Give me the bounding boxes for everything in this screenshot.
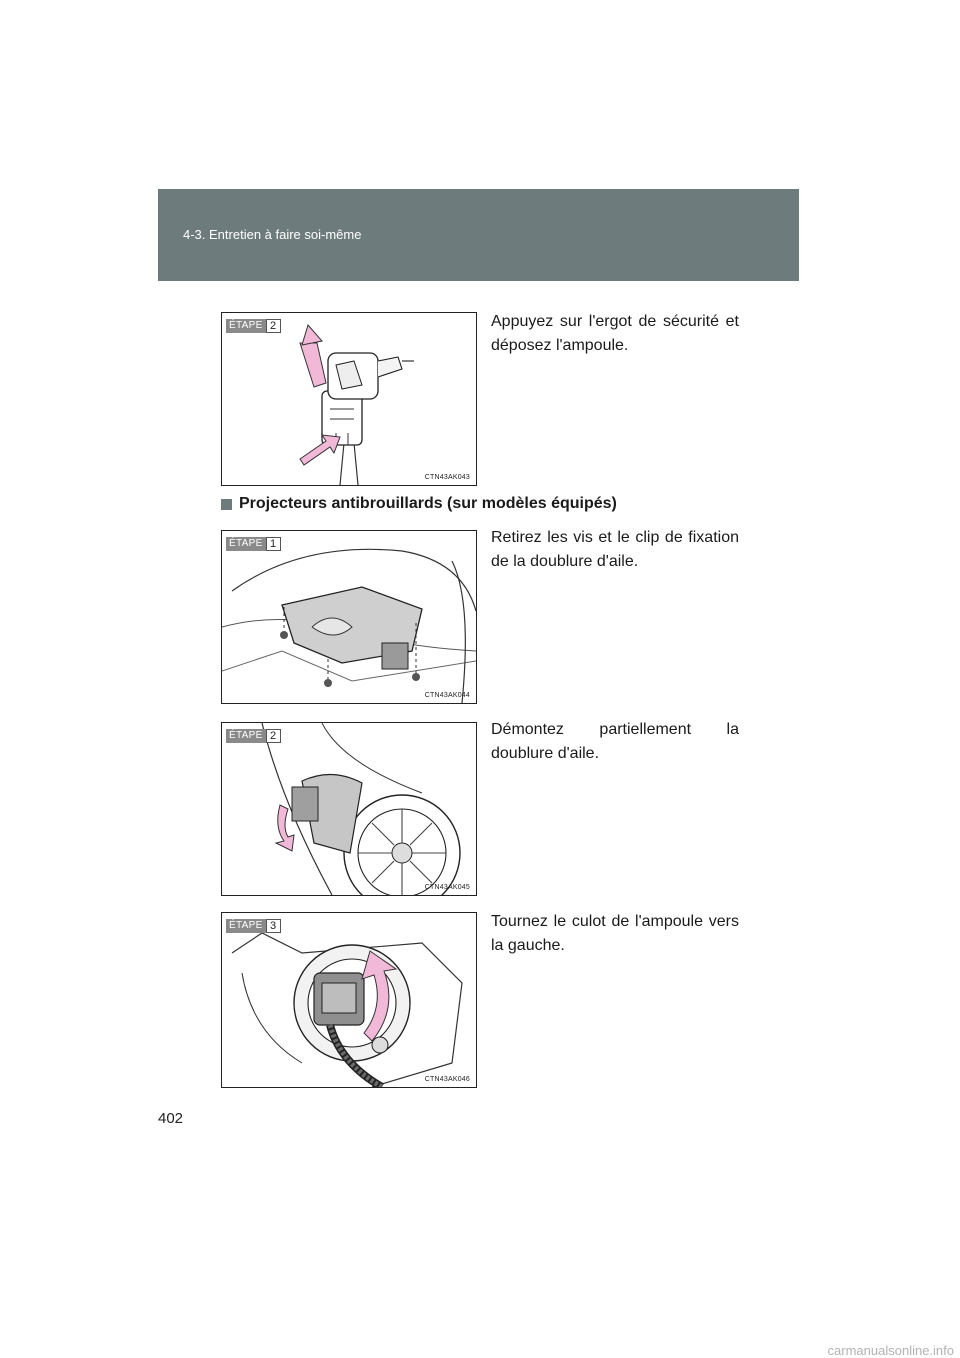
step-number: 2 — [266, 319, 281, 333]
step-label: ÉTAPE — [226, 537, 266, 551]
figure-code: CTN43AK043 — [424, 474, 470, 481]
step-instruction: Retirez les vis et le clip de fixation de la doublure d'aile. — [491, 529, 739, 570]
figure-code: CTN43AK045 — [424, 884, 470, 891]
figure-code: CTN43AK046 — [424, 1076, 470, 1083]
turn-bulb-illustration — [222, 913, 476, 1087]
step-label: ÉTAPE — [226, 919, 266, 933]
step-badge — [226, 919, 281, 933]
section-heading-text: Projecteurs antibrouillards (sur modèles équipés) — [239, 495, 617, 512]
figure-fender-liner-screws — [221, 530, 477, 704]
step-badge — [226, 537, 281, 551]
figure-code: CTN43AK044 — [424, 692, 470, 699]
square-bullet-icon — [221, 499, 232, 510]
figure-fender-liner-removal — [221, 722, 477, 896]
step-label: ÉTAPE — [226, 729, 266, 743]
step-number: 1 — [266, 537, 281, 551]
page-number: 402 — [158, 1110, 184, 1127]
bulb-removal-illustration — [222, 313, 476, 485]
step-badge — [226, 319, 281, 333]
step-badge — [226, 729, 281, 743]
step-label: ÉTAPE — [226, 319, 266, 333]
step-instruction: Tournez le culot de l'ampoule vers la gauche. — [491, 913, 739, 954]
figure-turn-bulb-base — [221, 912, 477, 1088]
step-number: 3 — [266, 919, 281, 933]
section-title: 4-3. Entretien à faire soi-même — [183, 227, 362, 242]
figure-bulb-removal — [221, 312, 477, 486]
fender-liner-illustration — [222, 531, 476, 703]
step-number: 2 — [266, 729, 281, 743]
section-header — [158, 189, 799, 281]
step-instruction: Appuyez sur l'ergot de sécurité et déposez l'ampoule. — [491, 313, 739, 354]
section-heading — [221, 495, 617, 513]
watermark: carmanualsonline.info — [827, 1343, 954, 1358]
step-instruction: Démontez partiellement la doublure d'aile. — [491, 721, 739, 762]
liner-removal-illustration — [222, 723, 476, 895]
